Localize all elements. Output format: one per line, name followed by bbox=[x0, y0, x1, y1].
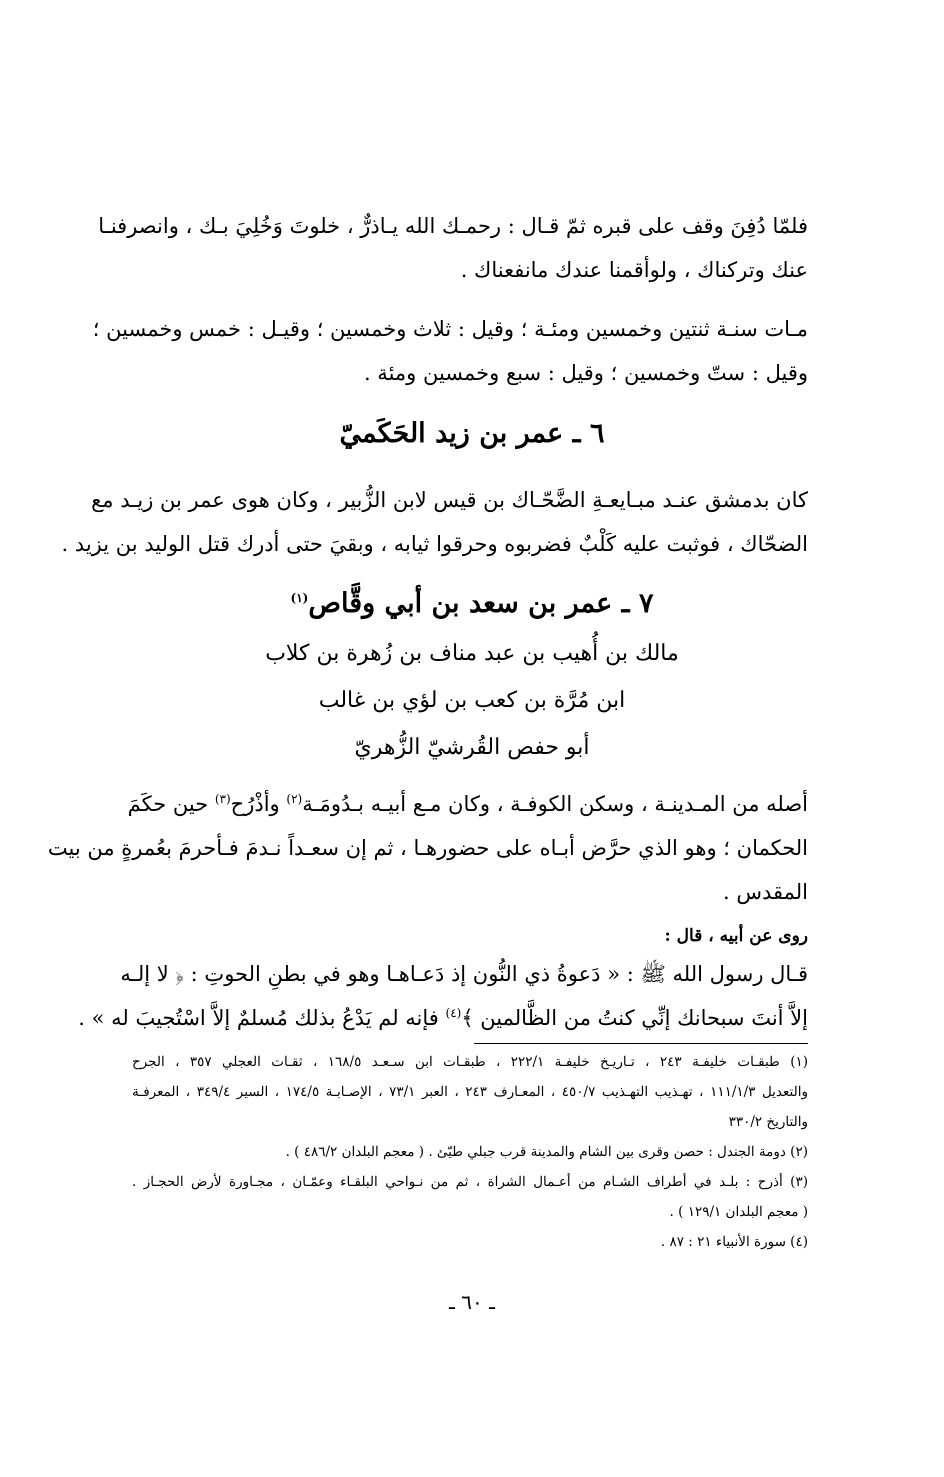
text-run: أصله من المـدينـة ، وسكن الكوفـة ، وكان مـع أبيـه بـدُومَـة bbox=[302, 792, 808, 816]
text-run: إلاَّ أنتَ سبحانك إنِّي كنتُ من الظَّالمين ﴾ bbox=[461, 1006, 808, 1030]
narration-label: روى عن أبيه ، قال : bbox=[664, 926, 808, 946]
footnote-ref: (٣) bbox=[214, 792, 231, 806]
footnote-line: (٢) دومة الجندل : حصن وقرى بين الشام والمدينة قرب جبلي طيّئ . ( معجم البلدان ٤٨٦/٢ ) . bbox=[285, 1144, 808, 1160]
text-run: فإنه لم يَدْعُ بذلك مُسلمٌ إلاَّ اسْتُجيبَ له » . bbox=[78, 1006, 446, 1030]
paragraph-line: الضحّاك ، فوثبت عليه كَلْبٌ فضربوه وحرقوا ثيابه ، وبقيَ حتى أدرك قتل الوليد بن يزيد . bbox=[61, 532, 808, 556]
footnote-line: (٣) أذرح : بلـد في أطراف الشـام من أعـمال الشراة ، ثم من نـواحي البلقـاء وعمّـان ، مجـاورة لأرض الحجـاز . bbox=[132, 1174, 808, 1190]
footnote-ref: (١) bbox=[290, 591, 309, 605]
paragraph-line: الحكمان ؛ وهو الذي حرَّض أبـاه على حضورهـا ، ثم إن سعـداً نـدمَ فـأحرمَ بعُمرةٍ من بيت bbox=[47, 836, 808, 860]
paragraph-line: عنك وتركناك ، ولوأقمنا عندك مانفعناك . bbox=[460, 258, 808, 282]
page-number: ـ ٦٠ ـ bbox=[449, 1290, 495, 1314]
section-7-bio bbox=[47, 782, 808, 914]
footnotes bbox=[132, 1047, 808, 1257]
footnote-ref: (٢) bbox=[286, 792, 303, 806]
text-run: حين حكَمَ bbox=[127, 792, 215, 816]
footnote-separator bbox=[474, 1043, 808, 1044]
footnote-line: (١) طبقـات خليفـة ٢٤٣ ، تـاريـخ خليفـة ٢٢٢/١ ، طبقـات ابن سـعـد ١٦٨/٥ ، ثقـات العجلي ٣٥٧ ، الجرح bbox=[132, 1054, 809, 1070]
footnote-ref: (٤) bbox=[445, 1006, 462, 1020]
lineage-line: أبو حفص القُرشيّ الزُّهريّ bbox=[354, 735, 590, 760]
paragraph-line: مـات سنـة ثنتين وخمسين ومئـة ؛ وقيل : ثلاث وخمسين ؛ وقيـل : خمس وخمسين ؛ bbox=[92, 317, 808, 341]
section-6-body bbox=[61, 478, 808, 566]
paragraph-line: فلمّا دُفِنَ وقف على قبره ثمّ قـال : رحمـك الله يـاذرٌّ ، خلوتَ وَخُلِيَ بـك ، وانصرفنـا bbox=[98, 214, 808, 238]
paragraph-line bbox=[127, 782, 808, 826]
paragraph-1 bbox=[98, 204, 808, 292]
footnote-line: (٤) سورة الأنبياء ٢١ : ٨٧ . bbox=[660, 1234, 808, 1250]
paragraph-line: قـال رسول الله ﷺ : « دَعوةُ ذي النُّون إذ دَعـاهـا وهو في بطنِ الحوتِ : ﴿ لا إلـه bbox=[120, 962, 808, 986]
section-7-heading bbox=[0, 588, 944, 619]
paragraph-line bbox=[78, 996, 808, 1040]
paragraph-line: المقدس . bbox=[722, 880, 808, 904]
paragraph-line: وقيل : ستّ وخمسين ؛ وقيل : سبع وخمسين ومئة . bbox=[363, 361, 808, 385]
footnote-line: ( معجم البلدان ١٢٩/١ ) . bbox=[669, 1204, 808, 1220]
paragraph-line: كان بدمشق عنـد مبـايعـةِ الضَّحّـاك بن قيس لابن الزُّبير ، وكان هوى عمر بن زيـد مع bbox=[91, 488, 808, 512]
lineage-line: مالك بن أُهيب بن عبد مناف بن زُهرة بن كلاب bbox=[265, 641, 679, 666]
hadith-text bbox=[78, 952, 808, 1040]
lineage-block bbox=[0, 630, 944, 771]
section-6-heading: ٦ ـ عمر بن زيد الحَكَميّ bbox=[339, 418, 605, 449]
section-7-title: ٧ ـ عمر بن سعد بن أبي وقَّاص bbox=[308, 588, 654, 619]
lineage-line: ابن مُرَّة بن كعب بن لؤي بن غالب bbox=[318, 688, 626, 713]
footnote-line: والتاريخ ٣٣٠/٢ bbox=[728, 1114, 808, 1130]
paragraph-2 bbox=[92, 307, 808, 395]
footnote-line: والتعديل ١١١/١/٣ ، تهـذيب التهـذيب ٤٥٠/٧ ، المعـارف ٢٤٣ ، العبر ٧٣/١ ، الإصـابـة ١٧٤/٥ ، السير ٣٤٩/٤ ، المعرفـة bbox=[132, 1084, 808, 1100]
text-run: وأذْرُح bbox=[230, 792, 287, 816]
